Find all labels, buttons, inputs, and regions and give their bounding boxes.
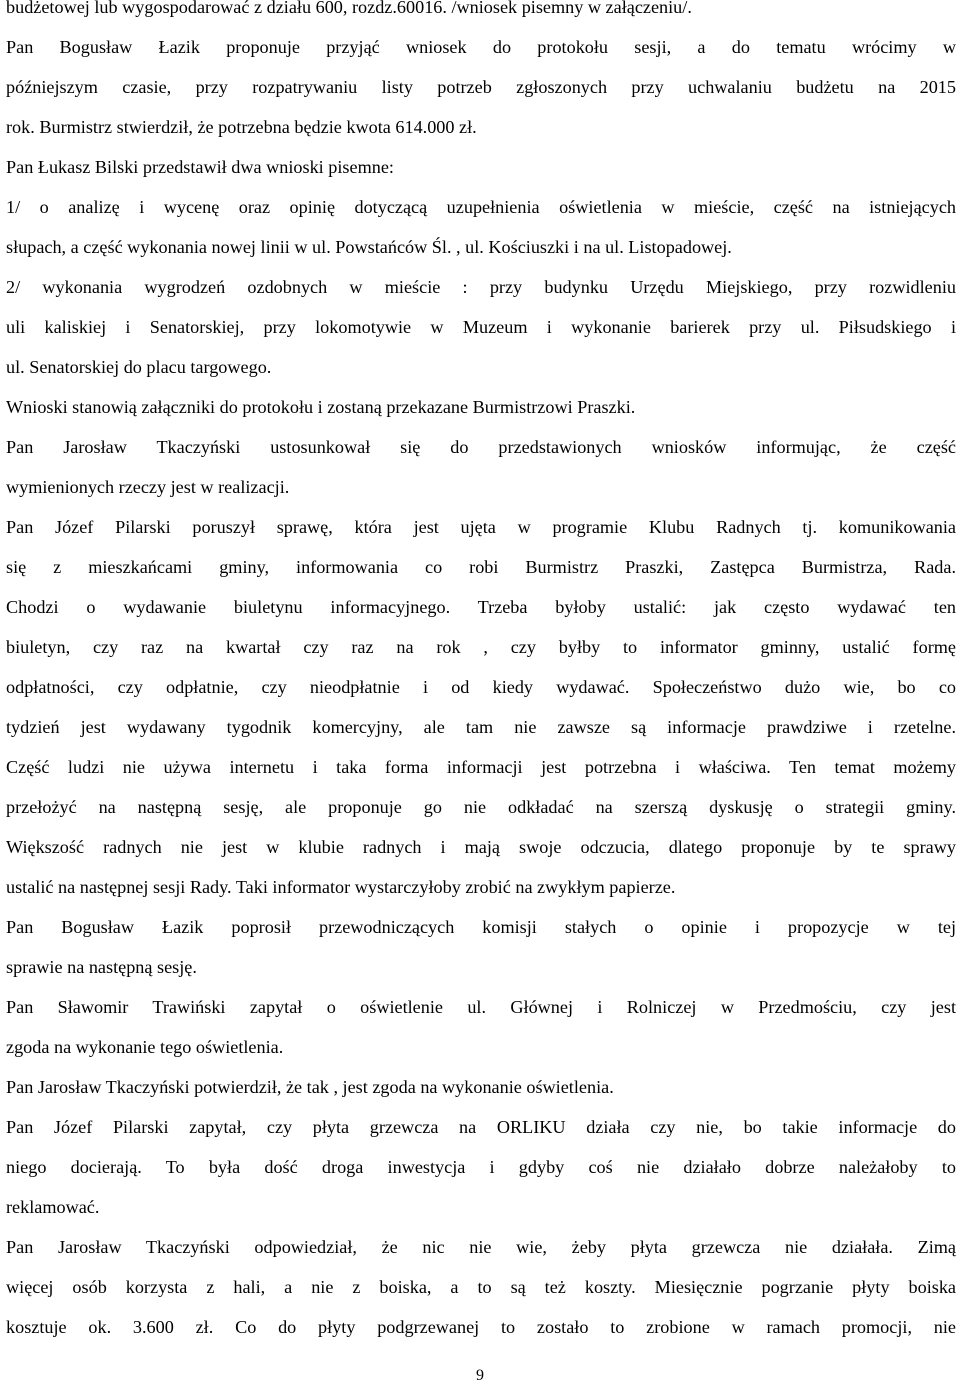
text-line: przełożyć na następną sesję, ale proponuje go nie odkładać na szerszą dyskusję o strategii gminy.	[6, 797, 956, 817]
text-line: ustalić na następnej sesji Rady. Taki informator wystarczyłoby zrobić na zwykłym papierze.	[6, 877, 676, 897]
text-line: Część ludzi nie używa internetu i taka forma informacji jest potrzebna i właściwa. Ten temat możemy	[6, 757, 956, 777]
text-line: więcej osób korzysta z hali, a nie z boiska, a to są też koszty. Miesięcznie pogrzanie płyty boiska	[6, 1277, 956, 1297]
text-line: sprawie na następną sesję.	[6, 957, 197, 977]
text-line: Wnioski stanowią załączniki do protokołu i zostaną przekazane Burmistrzowi Praszki.	[6, 397, 636, 417]
text-line: Pan Józef Pilarski zapytał, czy płyta grzewcza na ORLIKU działa czy nie, bo takie informacje do	[6, 1117, 956, 1137]
text-line: Większość radnych nie jest w klubie radnych i mają swoje odczucia, dlatego proponuje by te sprawy	[6, 837, 956, 857]
text-line: kosztuje ok. 3.600 zł. Co do płyty podgrzewanej to zostało to zrobione w ramach promocji, nie	[6, 1317, 956, 1337]
text-line: budżetowej lub wygospodarować z działu 600, rozdz.60016. /wniosek pisemny w załączeniu/.	[6, 0, 692, 17]
text-line: późniejszym czasie, przy rozpatrywaniu listy potrzeb zgłoszonych przy uchwalaniu budżetu na 2015	[6, 77, 956, 97]
text-line: Pan Jarosław Tkaczyński odpowiedział, że nic nie wie, żeby płyta grzewcza nie działała. Zimą	[6, 1237, 956, 1257]
text-line: biuletyn, czy raz na kwartał czy raz na rok , czy byłby to informator gminny, ustalić formę	[6, 637, 956, 657]
text-line: wymienionych rzeczy jest w realizacji.	[6, 477, 290, 497]
text-line: Pan Jarosław Tkaczyński potwierdził, że tak , jest zgoda na wykonanie oświetlenia.	[6, 1077, 614, 1097]
text-line: Pan Bogusław Łazik proponuje przyjąć wniosek do protokołu sesji, a do tematu wrócimy w	[6, 37, 956, 57]
text-line: reklamować.	[6, 1197, 100, 1217]
text-line: słupach, a część wykonania nowej linii w ul. Powstańców Śl. , ul. Kościuszki i na ul. Listopadowej.	[6, 237, 732, 257]
text-line: Chodzi o wydawanie biuletynu informacyjnego. Trzeba byłoby ustalić: jak często wydawać ten	[6, 597, 956, 617]
text-line: Pan Jarosław Tkaczyński ustosunkował się do przedstawionych wniosków informując, że część	[6, 437, 956, 457]
text-line: niego docierają. To była dość droga inwestycja i gdyby coś nie działało dobrze należałoby to	[6, 1157, 956, 1177]
text-line: 1/ o analizę i wycenę oraz opinię dotyczącą uzupełnienia oświetlenia w mieście, część na istniejących	[6, 197, 956, 217]
text-line: odpłatności, czy odpłatnie, czy nieodpłatnie i od kiedy wydawać. Społeczeństwo dużo wie, bo co	[6, 677, 956, 697]
text-line: tydzień jest wydawany tygodnik komercyjny, ale tam nie zawsze są informacje prawdziwe i rzetelne.	[6, 717, 956, 737]
text-line: ul. Senatorskiej do placu targowego.	[6, 357, 272, 377]
text-line: Pan Józef Pilarski poruszył sprawę, która jest ujęta w programie Klubu Radnych tj. komunikowania	[6, 517, 956, 537]
text-line: zgoda na wykonanie tego oświetlenia.	[6, 1037, 284, 1057]
text-line: uli kaliskiej i Senatorskiej, przy lokomotywie w Muzeum i wykonanie barierek przy ul. Piłsudskiego i	[6, 317, 956, 337]
text-line: Pan Bogusław Łazik poprosił przewodniczących komisji stałych o opinie i propozycje w tej	[6, 917, 956, 937]
page-number: 9	[476, 1367, 484, 1384]
text-line: się z mieszkańcami gminy, informowania co robi Burmistrz Praszki, Zastępca Burmistrza, Rada.	[6, 557, 956, 577]
text-line: Pan Sławomir Trawiński zapytał o oświetlenie ul. Głównej i Rolniczej w Przedmościu, czy jest	[6, 997, 956, 1017]
text-line: 2/ wykonania wygrodzeń ozdobnych w mieście : przy budynku Urzędu Miejskiego, przy rozwidleniu	[6, 277, 956, 297]
text-line: Pan Łukasz Bilski przedstawił dwa wnioski pisemne:	[6, 157, 394, 177]
text-line: rok. Burmistrz stwierdził, że potrzebna będzie kwota 614.000 zł.	[6, 117, 477, 137]
